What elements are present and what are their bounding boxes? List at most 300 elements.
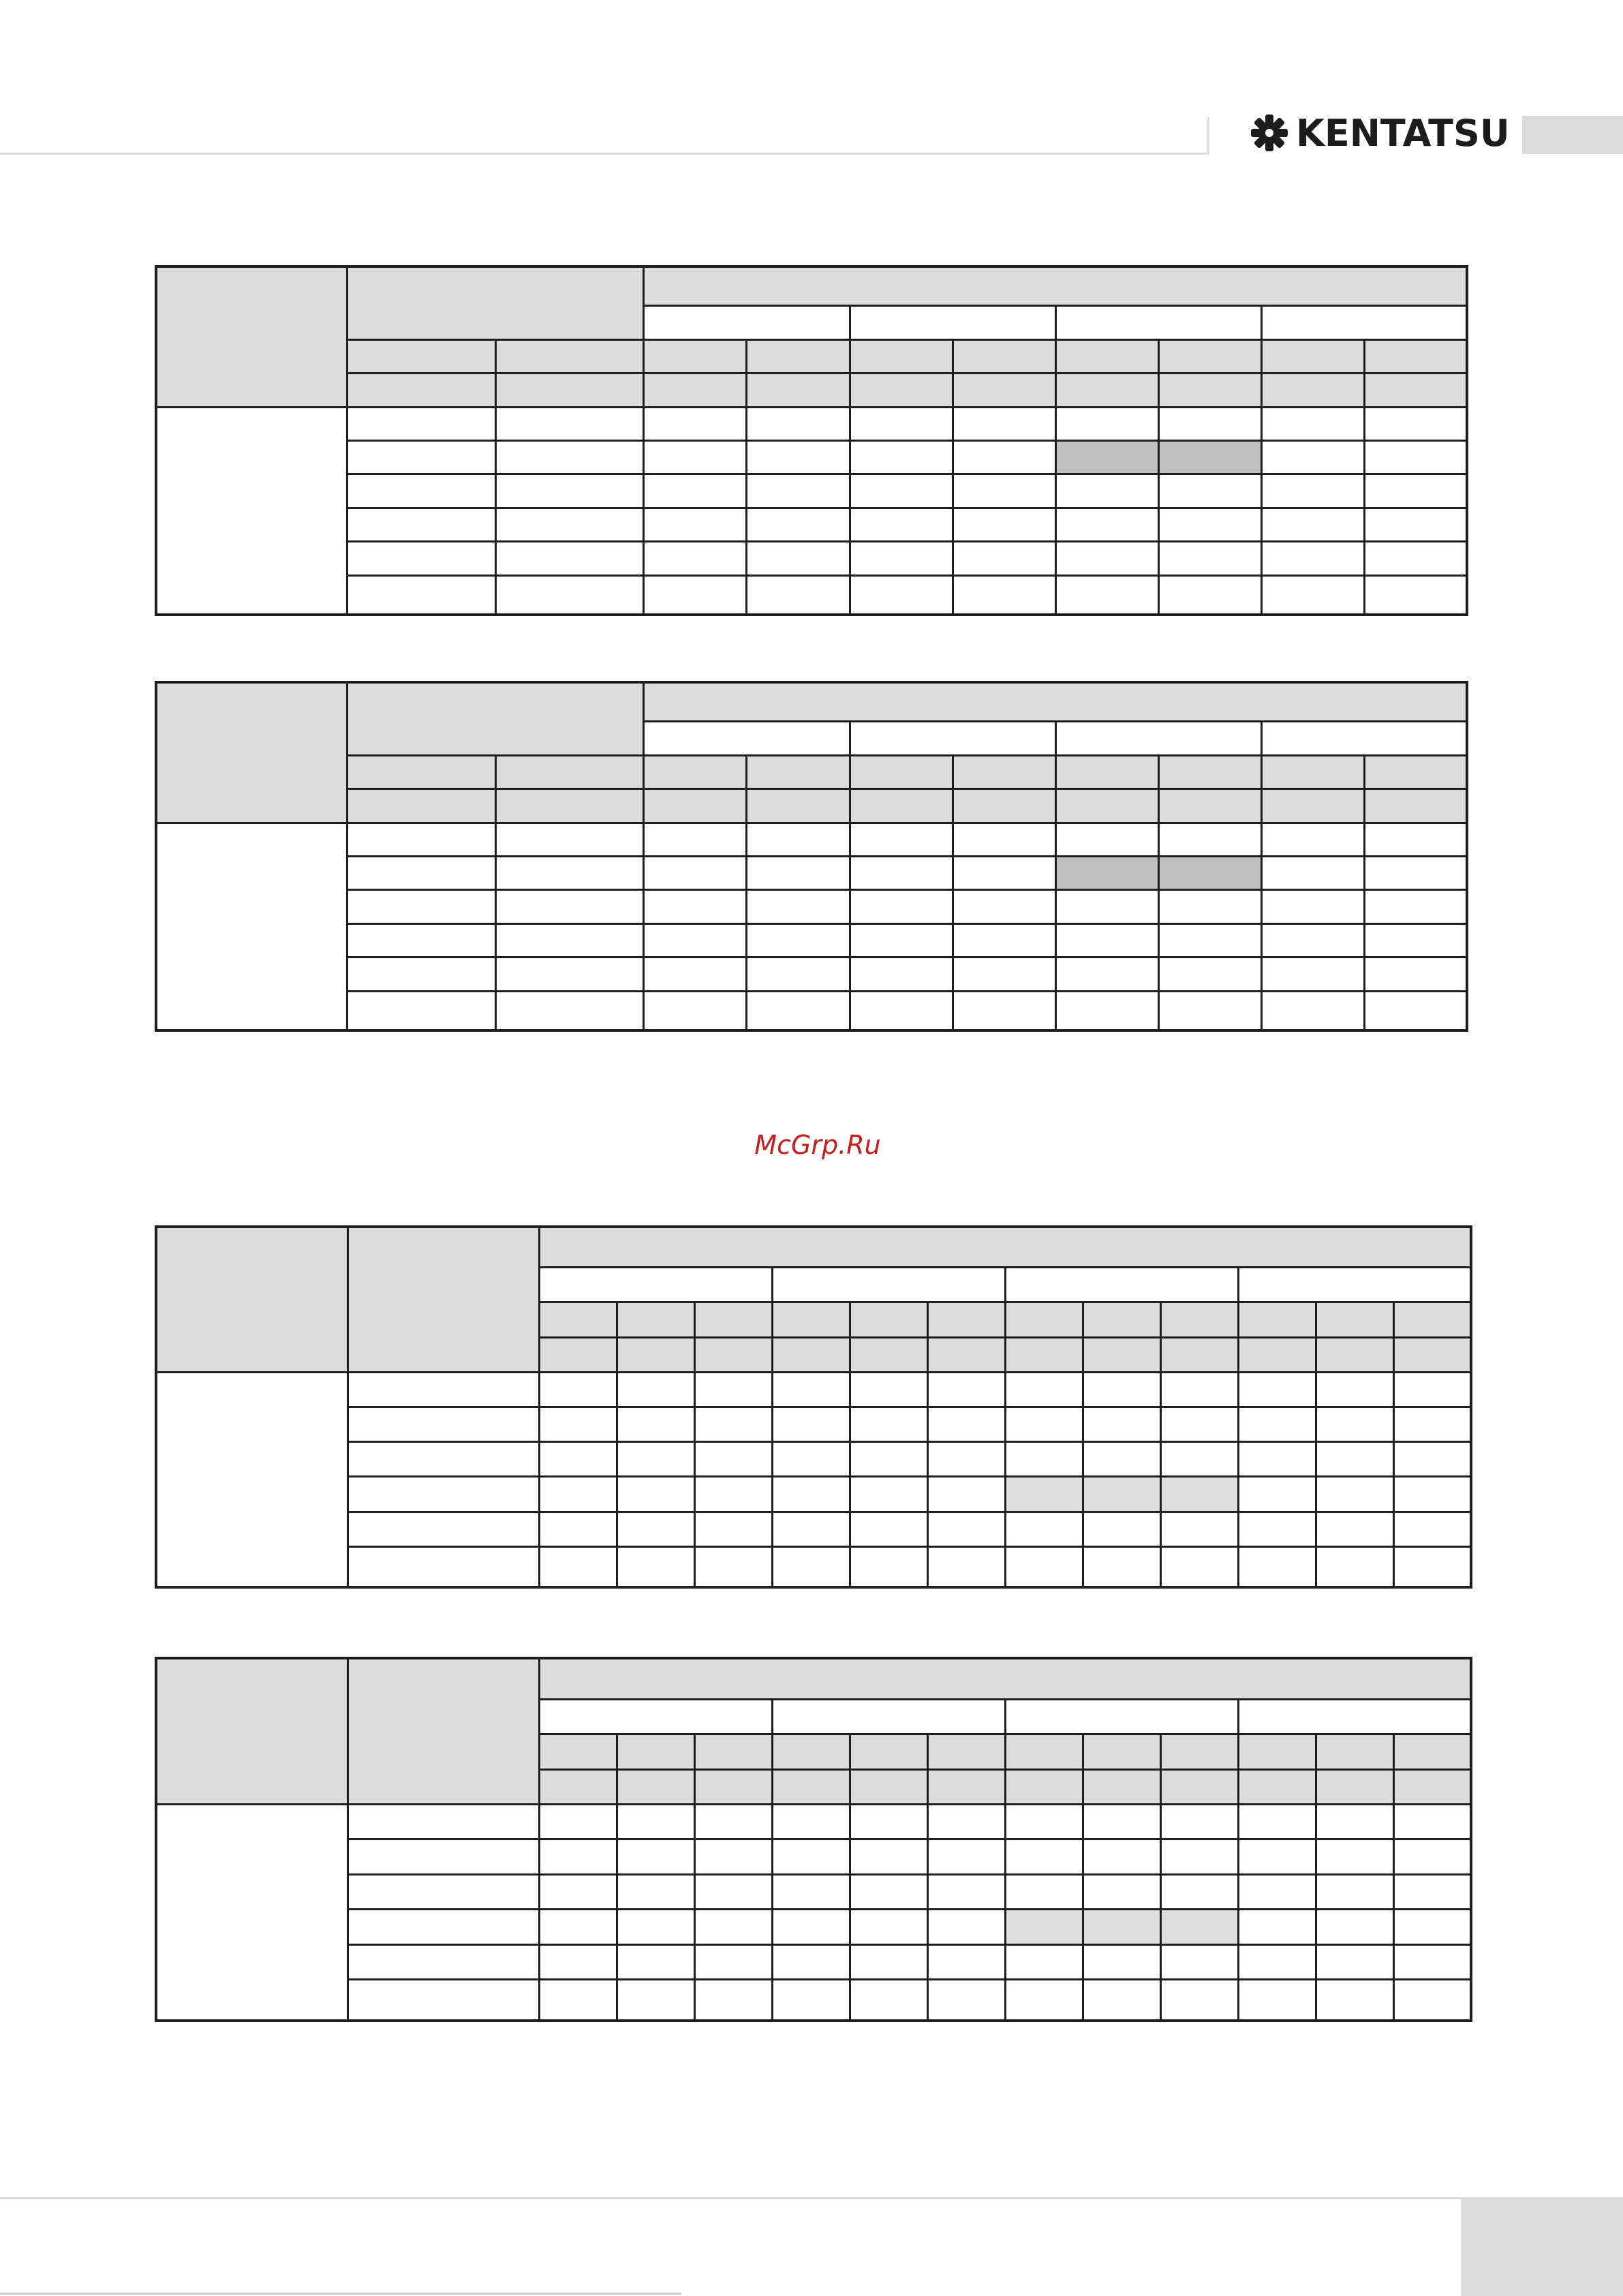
table-cell: [539, 1944, 617, 1979]
table-cell: [1159, 474, 1262, 508]
table-header-row: [156, 755, 1467, 789]
table-cell: [539, 1477, 617, 1512]
table-cell: [772, 1944, 850, 1979]
table-cell: [539, 1874, 617, 1909]
table-cell: [1005, 1546, 1083, 1587]
table-cell: [1055, 923, 1158, 957]
table-cell: [747, 856, 850, 889]
table-row: [156, 1944, 1471, 1979]
table-cell: [953, 823, 1055, 856]
table-cell: [850, 1442, 927, 1477]
table-cell: [953, 407, 1055, 440]
table-cell: [617, 1944, 694, 1979]
table-cell: [1316, 1910, 1393, 1944]
table-cell: [1262, 923, 1365, 957]
table-cell: [1365, 923, 1467, 957]
table-cell: [1238, 1944, 1316, 1979]
header-cell: [1393, 1769, 1471, 1804]
header-cell: [1083, 1337, 1160, 1372]
header-cell: [1365, 339, 1467, 373]
table-cell: [1393, 1944, 1471, 1979]
header-cell: [1316, 1769, 1393, 1804]
table-cell: [927, 1442, 1005, 1477]
table-cell: [1238, 1874, 1316, 1909]
table-cell: [347, 1839, 539, 1874]
header-cell: [953, 789, 1055, 823]
table-cell: [747, 890, 850, 923]
table-cell: [1005, 1372, 1083, 1407]
header-cell: [496, 755, 644, 789]
table-cell: [347, 1477, 539, 1512]
header-cell: [539, 1337, 617, 1372]
table-cell: [1262, 890, 1365, 923]
table-cell: [1160, 1512, 1238, 1546]
highlighted-cell: [1005, 1477, 1083, 1512]
table-cell: [1160, 1944, 1238, 1979]
header-cell: [539, 1302, 617, 1337]
header-cell: [644, 682, 1467, 722]
table-cell: [617, 1477, 694, 1512]
table-cell: [347, 407, 495, 440]
table-cell: [850, 1546, 927, 1587]
table-cell: [1005, 1407, 1083, 1441]
table-cell: [496, 440, 644, 474]
header-cell: [1316, 1302, 1393, 1337]
table-cell: [1316, 1980, 1393, 2021]
table-row: [156, 575, 1467, 615]
header-cell: [694, 1337, 772, 1372]
table-cell: [1055, 890, 1158, 923]
header-cell: [772, 1699, 1005, 1734]
table-cell: [1055, 542, 1158, 575]
table-cell: [1238, 1372, 1316, 1407]
table-cell: [694, 1512, 772, 1546]
header-cell: [747, 789, 850, 823]
table-cell: [1365, 890, 1467, 923]
table-cell: [496, 856, 644, 889]
table-cell: [644, 890, 747, 923]
table-cell: [772, 1874, 850, 1909]
header-cell: [1316, 1337, 1393, 1372]
table-cell: [953, 542, 1055, 575]
spec-table-3: [155, 1225, 1472, 1589]
table-cell: [1055, 575, 1158, 615]
header-cell: [644, 755, 747, 789]
header-cell: [772, 1734, 850, 1769]
highlighted-cell: [1083, 1477, 1160, 1512]
header-cell: [953, 339, 1055, 373]
table-cell: [539, 1546, 617, 1587]
table-cell: [644, 823, 747, 856]
header-cell: [644, 339, 747, 373]
table-cell: [850, 407, 953, 440]
table-row: [156, 823, 1467, 856]
table-cell: [539, 1910, 617, 1944]
table-cell: [850, 1407, 927, 1441]
table-header-row: [156, 339, 1467, 373]
table-cell: [850, 1372, 927, 1407]
table-cell: [1262, 856, 1365, 889]
header-cell: [850, 1734, 927, 1769]
table-cell: [850, 1980, 927, 2021]
table-cell: [347, 923, 495, 957]
table-cell: [1159, 958, 1262, 991]
table-cell: [1262, 991, 1365, 1030]
table-cell: [953, 890, 1055, 923]
header-cell: [1238, 1734, 1316, 1769]
table-cell: [1365, 542, 1467, 575]
table-header-row: [156, 266, 1467, 306]
table-cell: [347, 1980, 539, 2021]
table-cell: [496, 823, 644, 856]
table-row: [156, 1910, 1471, 1944]
table-cell: [347, 1944, 539, 1979]
table-cell: [347, 575, 495, 615]
header-rule: [0, 153, 1207, 155]
header-cell: [617, 1337, 694, 1372]
header-cell: [747, 373, 850, 407]
table-cell: [1055, 991, 1158, 1030]
table-cell: [772, 1512, 850, 1546]
table-cell: [496, 575, 644, 615]
table-cell: [1083, 1839, 1160, 1874]
header-cell: [747, 339, 850, 373]
table-cell: [850, 474, 953, 508]
header-cell: [694, 1734, 772, 1769]
header-cell: [1238, 1268, 1471, 1302]
header-cell: [1083, 1734, 1160, 1769]
header-cell: [539, 1658, 1471, 1699]
table-cell: [1159, 823, 1262, 856]
table-cell: [347, 991, 495, 1030]
header-cell: [1262, 755, 1365, 789]
table-cell: [1159, 508, 1262, 541]
table-cell: [347, 1442, 539, 1477]
table-cell: [539, 1980, 617, 2021]
header-cell: [953, 373, 1055, 407]
table-cell: [1365, 474, 1467, 508]
header-cell: [1262, 306, 1467, 339]
highlighted-cell: [1055, 440, 1158, 474]
header-cell: [1055, 306, 1261, 339]
table-cell: [927, 1839, 1005, 1874]
table-cell: [617, 1372, 694, 1407]
header-cell: [772, 1268, 1005, 1302]
table-cell: [1262, 508, 1365, 541]
header-cell: [1160, 1734, 1238, 1769]
header-cell: [644, 266, 1467, 306]
table-cell: [953, 923, 1055, 957]
table-cell: [1005, 1874, 1083, 1909]
header-cell: [772, 1337, 850, 1372]
table-header-row: [156, 682, 1467, 722]
highlighted-cell: [1160, 1910, 1238, 1944]
header-cell: [850, 373, 953, 407]
table-cell: [694, 1910, 772, 1944]
header-cell: [1238, 1337, 1316, 1372]
table-cell: [1393, 1804, 1471, 1839]
header-cell: [347, 789, 495, 823]
table-cell: [347, 1910, 539, 1944]
table-cell: [1262, 542, 1365, 575]
header-cell: [927, 1734, 1005, 1769]
table-cell: [694, 1980, 772, 2021]
table-cell: [1365, 508, 1467, 541]
table-cell: [850, 440, 953, 474]
table-cell: [347, 1546, 539, 1587]
table-cell: [850, 1804, 927, 1839]
table-cell: [1238, 1980, 1316, 2021]
table-cell: [617, 1910, 694, 1944]
table-cell: [1159, 575, 1262, 615]
header-cell: [1159, 373, 1262, 407]
table-cell: [1393, 1839, 1471, 1874]
kentatsu-logo: [1250, 112, 1510, 154]
table-cell: [1262, 823, 1365, 856]
header-cell: [1393, 1302, 1471, 1337]
header-cell: [156, 1658, 347, 1804]
highlighted-cell: [1160, 1477, 1238, 1512]
table-cell: [927, 1546, 1005, 1587]
table-cell: [927, 1512, 1005, 1546]
table-cell: [850, 823, 953, 856]
table-cell: [347, 1372, 539, 1407]
table-cell: [1238, 1512, 1316, 1546]
header-cell: [347, 373, 495, 407]
table-cell: [539, 1372, 617, 1407]
table-cell: [1055, 407, 1158, 440]
table-cell: [1238, 1442, 1316, 1477]
header-cell: [694, 1769, 772, 1804]
spec-table-4: [155, 1657, 1472, 2022]
table-cell: [1316, 1874, 1393, 1909]
header-cell: [156, 682, 347, 823]
table-cell: [347, 823, 495, 856]
footer-rule: [0, 2197, 1461, 2199]
table-cell: [347, 1512, 539, 1546]
header-cell: [1393, 1734, 1471, 1769]
table-cell: [694, 1839, 772, 1874]
header-cell: [644, 373, 747, 407]
table-row: [156, 508, 1467, 541]
table-cell: [644, 407, 747, 440]
header-cell: [347, 682, 643, 755]
header-cell: [539, 1734, 617, 1769]
header-cell: [1005, 1769, 1083, 1804]
header-cell: [1262, 339, 1365, 373]
table-cell: [927, 1372, 1005, 1407]
header-cell: [1238, 1699, 1471, 1734]
header-cell: [1159, 755, 1262, 789]
header-cell: [347, 755, 495, 789]
footer-page-block: [1461, 2197, 1623, 2296]
table-cell: [1316, 1442, 1393, 1477]
table-cell: [850, 1839, 927, 1874]
table-cell: [496, 890, 644, 923]
table-row: [156, 856, 1467, 889]
table-cell: [850, 1910, 927, 1944]
header-cell: [539, 1268, 772, 1302]
table-row: [156, 1546, 1471, 1587]
gear-logo-icon: [1250, 113, 1289, 153]
table-cell: [694, 1407, 772, 1441]
table-cell: [1262, 440, 1365, 474]
table-cell: [1005, 1804, 1083, 1839]
table-row: [156, 440, 1467, 474]
table-cell: [1238, 1839, 1316, 1874]
table-cell: [1160, 1407, 1238, 1441]
row-group-cell: [156, 407, 347, 615]
table-cell: [1365, 958, 1467, 991]
header-cell: [1005, 1302, 1083, 1337]
table-cell: [496, 923, 644, 957]
table-cell: [850, 991, 953, 1030]
table-cell: [1055, 823, 1158, 856]
header-cell: [850, 755, 953, 789]
table-cell: [1393, 1910, 1471, 1944]
table-cell: [747, 474, 850, 508]
table-cell: [1262, 407, 1365, 440]
table-cell: [694, 1944, 772, 1979]
table-cell: [617, 1839, 694, 1874]
table-row: [156, 1980, 1471, 2021]
table-cell: [1083, 1442, 1160, 1477]
header-cell: [1262, 373, 1365, 407]
table-cell: [644, 440, 747, 474]
table-cell: [347, 440, 495, 474]
header-cell: [747, 755, 850, 789]
table-cell: [1365, 575, 1467, 615]
header-cell: [156, 266, 347, 407]
header-cell: [347, 266, 643, 339]
table-cell: [694, 1372, 772, 1407]
table-cell: [1393, 1372, 1471, 1407]
table-cell: [617, 1442, 694, 1477]
table-cell: [1316, 1512, 1393, 1546]
header-cell: [1262, 789, 1365, 823]
table-cell: [927, 1944, 1005, 1979]
header-cell: [953, 755, 1055, 789]
header-cell: [1160, 1302, 1238, 1337]
table-cell: [1083, 1512, 1160, 1546]
table-cell: [644, 923, 747, 957]
table-row: [156, 1442, 1471, 1477]
table-cell: [496, 407, 644, 440]
table-cell: [772, 1477, 850, 1512]
table-cell: [747, 823, 850, 856]
table-cell: [539, 1442, 617, 1477]
table-cell: [1262, 575, 1365, 615]
table-cell: [1262, 474, 1365, 508]
table-cell: [1083, 1944, 1160, 1979]
header-cell: [347, 1227, 539, 1372]
table-cell: [1365, 440, 1467, 474]
header-cell: [539, 1699, 772, 1734]
table-cell: [1316, 1839, 1393, 1874]
table-cell: [347, 1804, 539, 1839]
table-cell: [927, 1804, 1005, 1839]
table-cell: [1365, 856, 1467, 889]
table-row: [156, 1372, 1471, 1407]
highlighted-cell: [1005, 1910, 1083, 1944]
table-cell: [617, 1804, 694, 1839]
table-cell: [772, 1910, 850, 1944]
table-cell: [1393, 1546, 1471, 1587]
highlighted-cell: [1083, 1910, 1160, 1944]
table-cell: [953, 440, 1055, 474]
table-cell: [694, 1546, 772, 1587]
table-cell: [644, 991, 747, 1030]
table-cell: [927, 1874, 1005, 1909]
table-cell: [1238, 1477, 1316, 1512]
table-cell: [496, 991, 644, 1030]
table-cell: [1159, 890, 1262, 923]
spec-table-2: [155, 681, 1468, 1032]
table-cell: [1159, 923, 1262, 957]
table-cell: [1083, 1804, 1160, 1839]
table-cell: [1316, 1546, 1393, 1587]
table-cell: [694, 1477, 772, 1512]
table-cell: [927, 1980, 1005, 2021]
highlighted-cell: [1159, 856, 1262, 889]
table-cell: [694, 1442, 772, 1477]
header-cell: [927, 1337, 1005, 1372]
header-cell: [1083, 1302, 1160, 1337]
table-cell: [1160, 1546, 1238, 1587]
table-cell: [1160, 1839, 1238, 1874]
table-cell: [850, 958, 953, 991]
table-cell: [747, 542, 850, 575]
table-row: [156, 407, 1467, 440]
table-cell: [953, 991, 1055, 1030]
table-cell: [496, 958, 644, 991]
table-cell: [1365, 407, 1467, 440]
table-row: [156, 1407, 1471, 1441]
table-cell: [347, 542, 495, 575]
table-cell: [1316, 1477, 1393, 1512]
header-cell: [850, 1769, 927, 1804]
table-cell: [496, 542, 644, 575]
table-cell: [1083, 1546, 1160, 1587]
header-cell: [694, 1302, 772, 1337]
header-cell: [644, 789, 747, 823]
table-cell: [1083, 1372, 1160, 1407]
table-cell: [347, 508, 495, 541]
header-cell: [617, 1302, 694, 1337]
header-cell: [772, 1302, 850, 1337]
table-cell: [347, 856, 495, 889]
table-cell: [1238, 1407, 1316, 1441]
header-cell: [850, 1302, 927, 1337]
table-row: [156, 542, 1467, 575]
header-rule-tick: [1207, 117, 1209, 155]
table-cell: [644, 856, 747, 889]
header-cell: [496, 339, 644, 373]
header-cell: [617, 1769, 694, 1804]
table-cell: [1393, 1477, 1471, 1512]
header-cell: [1159, 339, 1262, 373]
table-cell: [747, 958, 850, 991]
table-cell: [1055, 508, 1158, 541]
table-cell: [496, 474, 644, 508]
header-cell: [1055, 339, 1158, 373]
table-cell: [1160, 1804, 1238, 1839]
table-cell: [953, 958, 1055, 991]
header-cell: [644, 306, 850, 339]
row-group-cell: [156, 1372, 347, 1587]
table-row: [156, 923, 1467, 957]
table-cell: [1160, 1372, 1238, 1407]
